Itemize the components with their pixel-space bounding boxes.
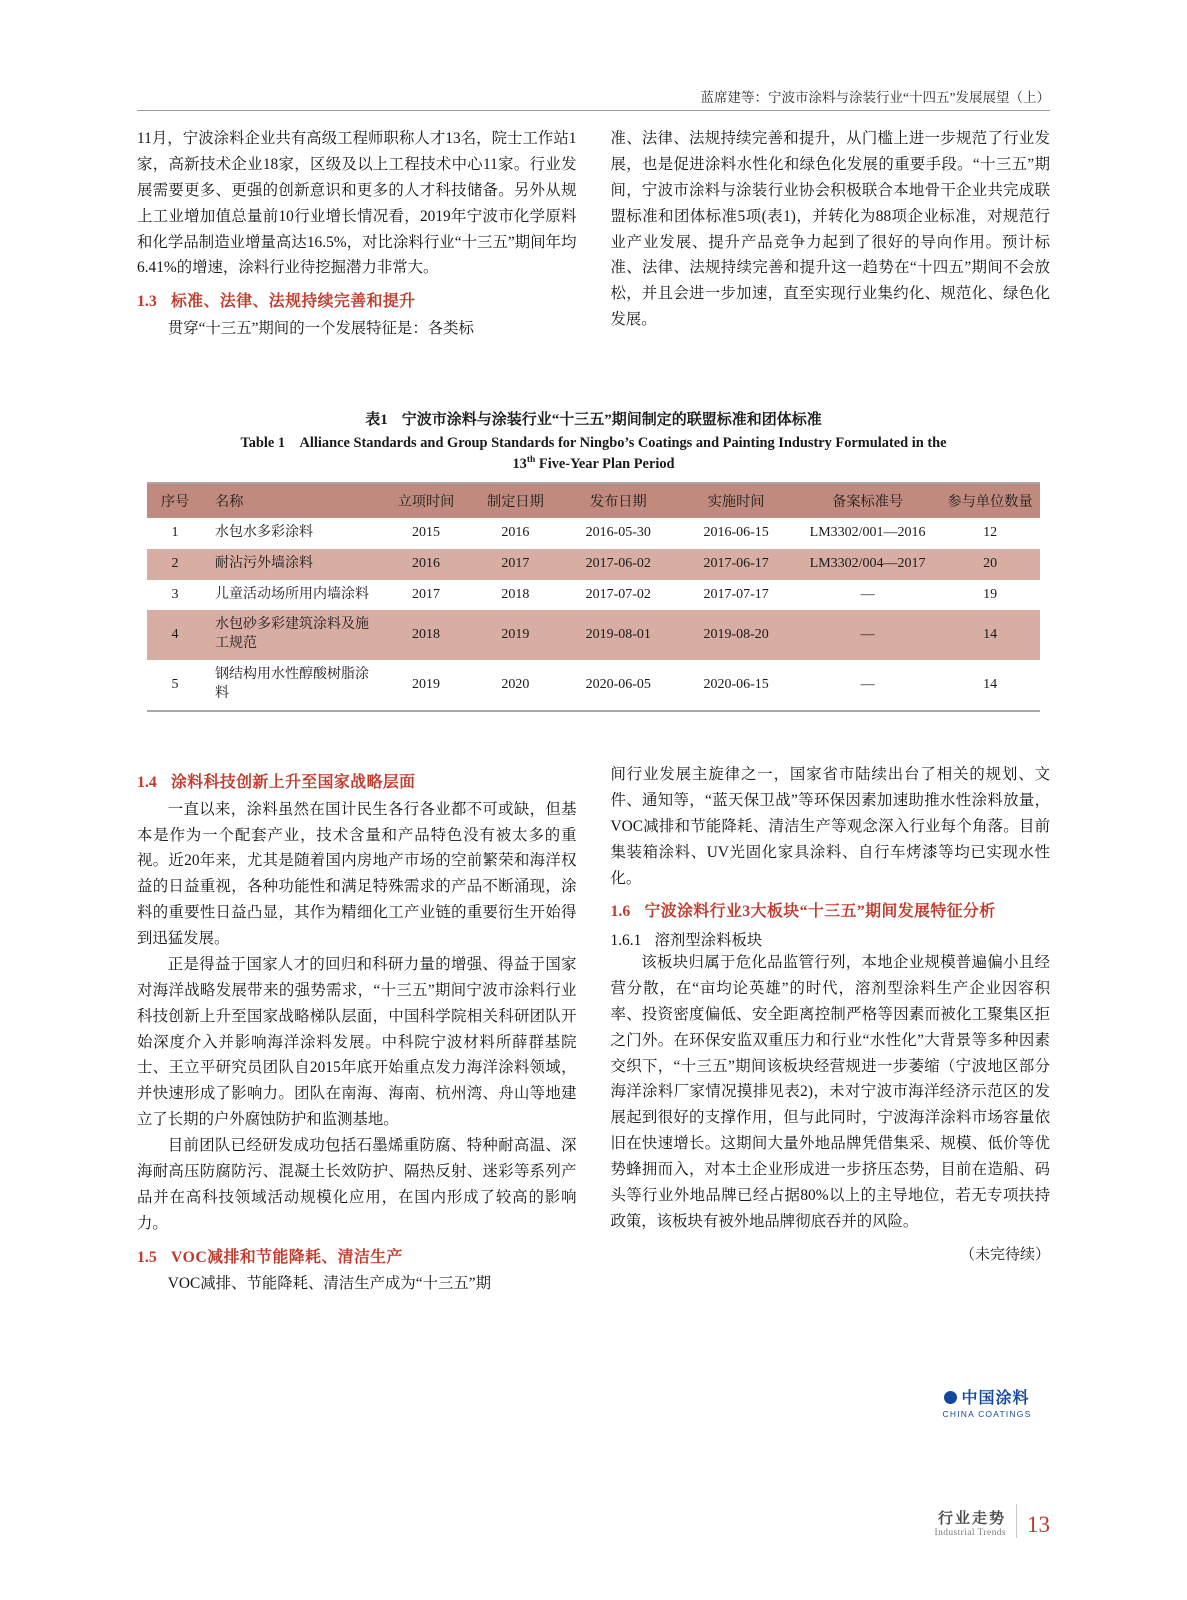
footer-section-en: Industrial Trends	[934, 1528, 1006, 1538]
section-heading-1-5	[137, 1246, 577, 1270]
publisher-logo	[927, 1385, 1047, 1419]
section-number: 1.6	[610, 903, 631, 921]
cell-name: 水包水多彩涂料	[203, 518, 380, 549]
subsection-heading-1-6-1	[611, 928, 1051, 950]
table-caption-cn	[137, 408, 1050, 429]
table-caption-en	[137, 433, 1050, 475]
paragraph: VOC减排、节能降耗、清洁生产成为“十三五”期	[167, 1275, 491, 1293]
table-body	[147, 518, 1040, 710]
footer-section-cn: 行业走势	[937, 1511, 1006, 1527]
cell-no: 4	[147, 610, 203, 660]
page-footer	[935, 1504, 1050, 1538]
subsection-title: 溶剂型涂料板块	[654, 932, 763, 950]
paragraph: 11月，宁波涂料企业共有高级工程师职称人才13名，院士工作站1家，高新技术企业18家，区级及以上工程技术中心11家。行业发展需要更多、更强的创新意识和更多的人才科技储备。另外从规上工业增加值总量前10行业增长情况看，2019年宁波市化学原料和化学品制造业增量高达16.5%，对比涂料行业“十三五”期间年均6.41%的增速，涂料行业待挖掘潜力非常大。	[137, 130, 577, 277]
table-1-block	[137, 408, 1050, 712]
paragraph: 正是得益于国家人才的回归和科研力量的增强、得益于国家对海洋战略发展带来的强势需求，“十三五”期间宁波市涂料行业科技创新上升至国家战略梯队层面，中国科学院相关科研团队开始深度介入并影响海洋涂料发展。中科院宁波材料所薛群基院士、王立平研究员团队自2015年底开始重点发力海洋涂料领域，并快速形成了影响力。团队在南海、海南、杭州湾、舟山等地建立了长期的户外腐蚀防护和监测基地。	[137, 955, 577, 1129]
col-header-formulation: 制定日期	[472, 484, 560, 518]
paragraph: 目前团队已经研发成功包括石墨烯重防腐、特种耐高温、深海耐高压防腐防污、混凝土长效防护、隔热反射、迷彩等系列产品并在高科技领域活动规模化应用，在国内形成了较高的影响力。	[137, 1137, 577, 1232]
cell-no: 3	[147, 580, 203, 611]
cell-release: 2020-06-05	[559, 660, 677, 710]
col-header-units: 参与单位数量	[940, 484, 1040, 518]
section-title: 标准、法律、法规持续完善和提升	[171, 293, 416, 311]
section-heading-1-4	[137, 771, 577, 795]
cell-no: 5	[147, 660, 203, 710]
cell-implementation: 2016-06-15	[677, 518, 795, 549]
cell-code: —	[795, 610, 940, 660]
cell-name: 耐沾污外墙涂料	[203, 549, 380, 580]
table-row	[147, 549, 1040, 580]
cell-implementation: 2020-06-15	[677, 660, 795, 710]
cell-release: 2016-05-30	[559, 518, 677, 549]
logo-dot-icon	[944, 1391, 957, 1404]
cell-name: 钢结构用水性醇酸树脂涂料	[203, 660, 380, 710]
paragraph: 贯穿“十三五”期间的一个发展特征是：各类标	[167, 319, 474, 337]
col-header-approval: 立项时间	[380, 484, 471, 518]
cell-approval: 2016	[380, 549, 471, 580]
cell-implementation: 2017-07-17	[677, 580, 795, 611]
lower-right-column	[611, 762, 1051, 1297]
section-title: 涂料科技创新上升至国家战略层面	[171, 774, 416, 791]
cell-code: LM3302/004—2017	[795, 549, 940, 580]
cell-units: 14	[940, 660, 1040, 710]
cell-approval: 2017	[380, 580, 471, 611]
table-bottom-rule	[147, 710, 1040, 712]
subsection-number: 1.6.1	[610, 932, 642, 950]
section-title: VOC减排和节能降耗、清洁生产	[171, 1248, 403, 1266]
section-number: 1.3	[137, 293, 157, 311]
footer-divider	[1016, 1504, 1017, 1538]
col-header-no: 序号	[147, 484, 203, 518]
standards-table	[147, 484, 1040, 710]
paragraph: 准、法律、法规持续完善和提升，从门槛上进一步规范了行业发展，也是促进涂料水性化和绿色化发展的重要手段。“十三五”期间，宁波市涂料与涂装行业协会积极联合本地骨干企业共完成联盟标准和团体标准5项(表1)，并转化为88项企业标准，对规范行业产业发展、提升产品竞争力起到了很好的导向作用。预计标准、法律、法规持续完善和提升这一趋势在“十四五”期间不会放松，并且会进一步加速，直至实现行业集约化、规范化、绿色化发展。	[610, 130, 1050, 329]
cell-approval: 2015	[380, 518, 471, 549]
lower-columns	[137, 762, 1050, 1297]
cell-approval: 2018	[380, 610, 471, 660]
logo-text-cn: 中国涂料	[961, 1390, 1030, 1407]
cell-formulation: 2019	[472, 610, 560, 660]
cell-code: —	[795, 580, 940, 611]
col-header-implementation: 实施时间	[677, 484, 795, 518]
cell-approval: 2019	[380, 660, 471, 710]
logo-name-cn	[944, 1385, 1029, 1408]
table-label-en: Table 1	[240, 435, 286, 451]
logo-name-en: CHINA COATINGS	[942, 1409, 1032, 1419]
table-title-en-line1: Alliance Standards and Group Standards for Ningbo’s Coatings and Painting Industry Formulated in the	[299, 435, 947, 451]
page-number: 13	[1027, 1512, 1050, 1537]
cell-units: 20	[940, 549, 1040, 580]
upper-right-column	[611, 126, 1051, 342]
table-title-en-line2: Five-Year Plan Period	[535, 455, 675, 472]
cell-no: 1	[147, 518, 203, 549]
table-head	[147, 484, 1040, 518]
section-heading-1-6	[611, 900, 1051, 924]
running-header: 蓝席建等：宁波市涂料与涂装行业“十四五”发展展望（上）	[700, 90, 1050, 105]
cell-release: 2019-08-01	[559, 610, 677, 660]
cell-implementation: 2017-06-17	[677, 549, 795, 580]
upper-left-column	[137, 126, 577, 342]
table-row	[147, 580, 1040, 611]
cell-units: 12	[940, 518, 1040, 549]
table-title-cn: 宁波市涂料与涂装行业“十三五”期间制定的联盟标准和团体标准	[401, 412, 822, 428]
cell-code: LM3302/001—2016	[795, 518, 940, 549]
cell-formulation: 2018	[472, 580, 560, 611]
section-heading-1-3	[137, 290, 577, 314]
table-title-en-13: 13	[512, 455, 527, 472]
table-row	[147, 660, 1040, 710]
table-title-en-sup: th	[526, 455, 536, 466]
section-number: 1.4	[137, 774, 157, 791]
cell-implementation: 2019-08-20	[677, 610, 795, 660]
col-header-release: 发布日期	[559, 484, 677, 518]
table-row	[147, 610, 1040, 660]
table-row	[147, 518, 1040, 549]
cell-no: 2	[147, 549, 203, 580]
lower-left-column	[137, 762, 577, 1297]
cell-name: 水包砂多彩建筑涂料及施工规范	[203, 610, 380, 660]
section-title: 宁波涂料行业3大板块“十三五”期间发展特征分析	[644, 903, 996, 921]
cell-release: 2017-07-02	[559, 580, 677, 611]
paragraph: 间行业发展主旋律之一，国家省市陆续出台了相关的规划、文件、通知等，“蓝天保卫战”等环保因素加速助推水性涂料放量，VOC减排和节能降耗、清洁生产等观念深入行业每个角落。目前集装箱涂料、UV光固化家具涂料、自行车烤漆等均已实现水性化。	[610, 766, 1050, 887]
col-header-code: 备案标准号	[795, 484, 940, 518]
cell-formulation: 2020	[472, 660, 560, 710]
paragraph: 该板块归属于危化品监管行列，本地企业规模普遍偏小且经营分散，在“亩均论英雄”的时代，溶剂型涂料生产企业因容积率、投资密度偏低、安全距离控制严格等因素而被化工聚集区拒之门外。在环保安监双重压力和行业“水性化”大背景等多种因素交织下，“十三五”期间该板块经营规进一步萎缩（宁波地区部分海洋涂料厂家情况摸排见表2)，未对宁波市海洋经济示范区的发展起到很好的支撑作用，但与此同时，宁波海洋涂料市场容量依旧在快速增长。这期间大量外地品牌凭借集采、规模、低价等优势蜂拥而入，对本土企业形成进一步挤压态势，目前在造船、码头等行业外地品牌已经占据80%以上的主导地位，若无专项扶持政策，该板块有被外地品牌彻底吞并的风险。	[610, 954, 1050, 1230]
cell-formulation: 2016	[472, 518, 560, 549]
footer-section-label	[935, 1507, 1006, 1538]
header-divider	[137, 110, 1050, 111]
col-header-name: 名称	[203, 484, 380, 518]
table-label-cn: 表1	[365, 412, 388, 428]
cell-code: —	[795, 660, 940, 710]
cell-release: 2017-06-02	[559, 549, 677, 580]
cell-name: 儿童活动场所用内墙涂料	[203, 580, 380, 611]
table-header-row	[147, 484, 1040, 518]
cell-formulation: 2017	[472, 549, 560, 580]
section-number: 1.5	[137, 1248, 157, 1266]
upper-columns	[137, 126, 1050, 342]
cell-units: 14	[940, 610, 1040, 660]
paragraph: 一直以来，涂料虽然在国计民生各行各业都不可或缺，但基本是作为一个配套产业，技术含量和产品特色没有被太多的重视。近20年来，尤其是随着国内房地产市场的空前繁荣和海洋权益的日益重视，各种功能性和满足特殊需求的产品不断涌现，涂料的重要性日益凸显，其作为精细化工产业链的重要衍生开始得到迅猛发展。	[137, 800, 577, 948]
cell-units: 19	[940, 580, 1040, 611]
continuation-note: （未完待续）	[959, 1246, 1050, 1263]
